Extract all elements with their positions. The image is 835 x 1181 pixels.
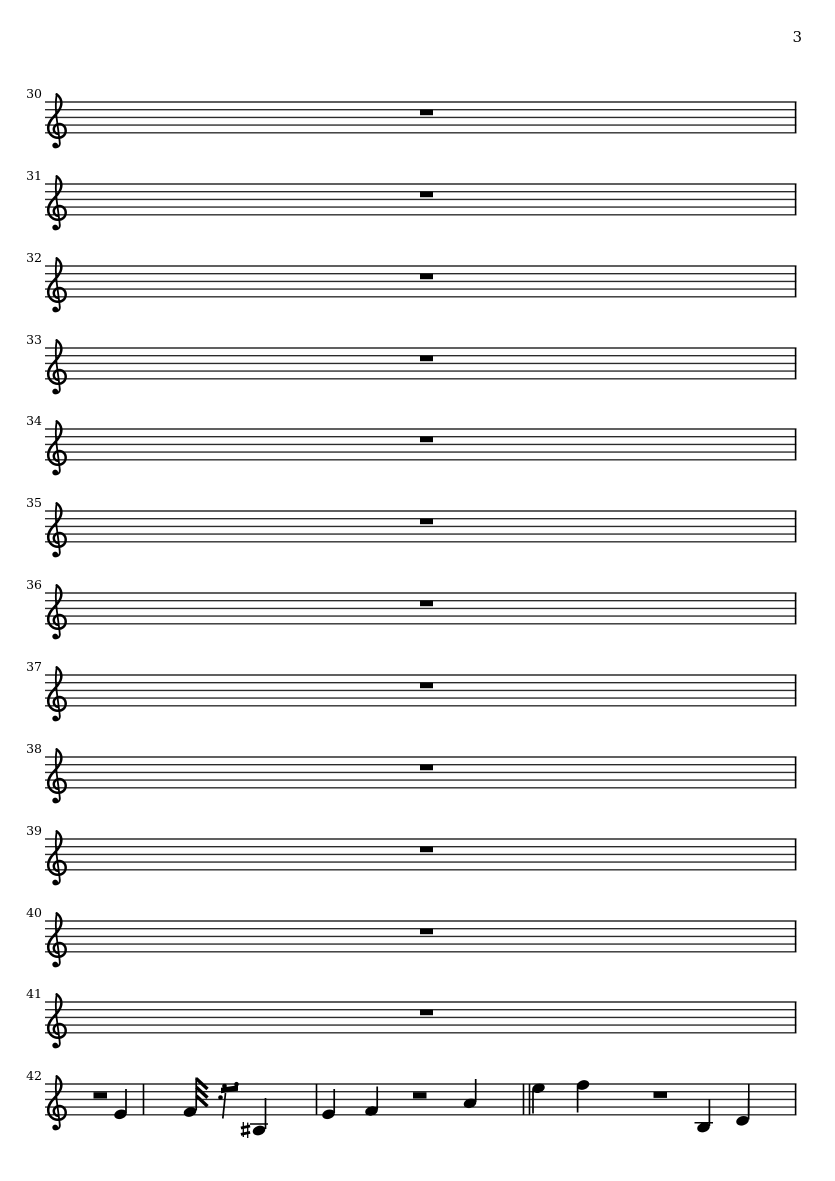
- staff-system-39: [45, 831, 797, 885]
- staff-lines: [45, 1002, 797, 1033]
- measure-number-31: 31: [26, 168, 42, 183]
- staff-system-31: [45, 176, 797, 230]
- staff-lines: [45, 266, 797, 297]
- staff-lines: [45, 921, 797, 952]
- staff-lines: [45, 348, 797, 379]
- staff-system-40: [45, 913, 797, 967]
- measure-number-34: 34: [26, 413, 42, 428]
- staff-system-35: [45, 503, 797, 557]
- staff-system-42: [45, 1076, 797, 1138]
- whole-rest: [420, 356, 433, 362]
- sharp-accidental: [241, 1132, 250, 1134]
- measure-number-33: 33: [26, 332, 42, 347]
- measure-number-30: 30: [26, 86, 42, 101]
- whole-rest: [420, 437, 433, 443]
- staff-lines: [45, 102, 797, 133]
- staff-lines: [45, 511, 797, 542]
- whole-rest: [420, 274, 433, 280]
- whole-rest: [420, 192, 433, 198]
- measure-number-32: 32: [26, 250, 42, 265]
- half-rest: [413, 1092, 427, 1098]
- whole-rest: [420, 1010, 433, 1016]
- ornament-cluster-dot: [222, 1084, 227, 1089]
- staff-system-32: [45, 258, 797, 312]
- staff-system-30: [45, 94, 797, 148]
- staff-lines: [45, 1084, 797, 1115]
- whole-rest: [420, 847, 433, 853]
- whole-rest: [420, 683, 433, 689]
- half-rest: [94, 1092, 108, 1098]
- staff-lines: [45, 839, 797, 870]
- staff-lines: [45, 757, 797, 788]
- measure-number-35: 35: [26, 495, 42, 510]
- measure-number-36: 36: [26, 577, 42, 592]
- staff-lines: [45, 429, 797, 460]
- measure-number-40: 40: [26, 905, 42, 920]
- ornament-cluster-dot: [218, 1095, 223, 1100]
- ornament-cluster-dot: [234, 1082, 239, 1087]
- measure-number-38: 38: [26, 741, 42, 756]
- measure-number-41: 41: [26, 986, 42, 1001]
- sharp-accidental: [241, 1126, 250, 1128]
- page-number: 3: [792, 28, 802, 46]
- staff-system-41: [45, 994, 797, 1048]
- staff-system-37: [45, 667, 797, 721]
- whole-rest: [420, 110, 433, 116]
- whole-rest: [420, 601, 433, 607]
- whole-rest: [420, 929, 433, 935]
- staff-lines: [45, 184, 797, 215]
- staff-system-38: [45, 749, 797, 803]
- measure-number-37: 37: [26, 659, 42, 674]
- staff-lines: [45, 675, 797, 706]
- measure-number-39: 39: [26, 823, 42, 838]
- quarter-note-a-sharp-3: [251, 1124, 266, 1137]
- staff-lines: [45, 593, 797, 624]
- staff-system-34: [45, 421, 797, 475]
- staff-system-36: [45, 585, 797, 639]
- staff-system-33: [45, 340, 797, 394]
- whole-rest: [420, 519, 433, 525]
- measure-number-42: 42: [26, 1068, 42, 1083]
- whole-rest: [420, 765, 433, 771]
- whole-rest: [654, 1092, 668, 1098]
